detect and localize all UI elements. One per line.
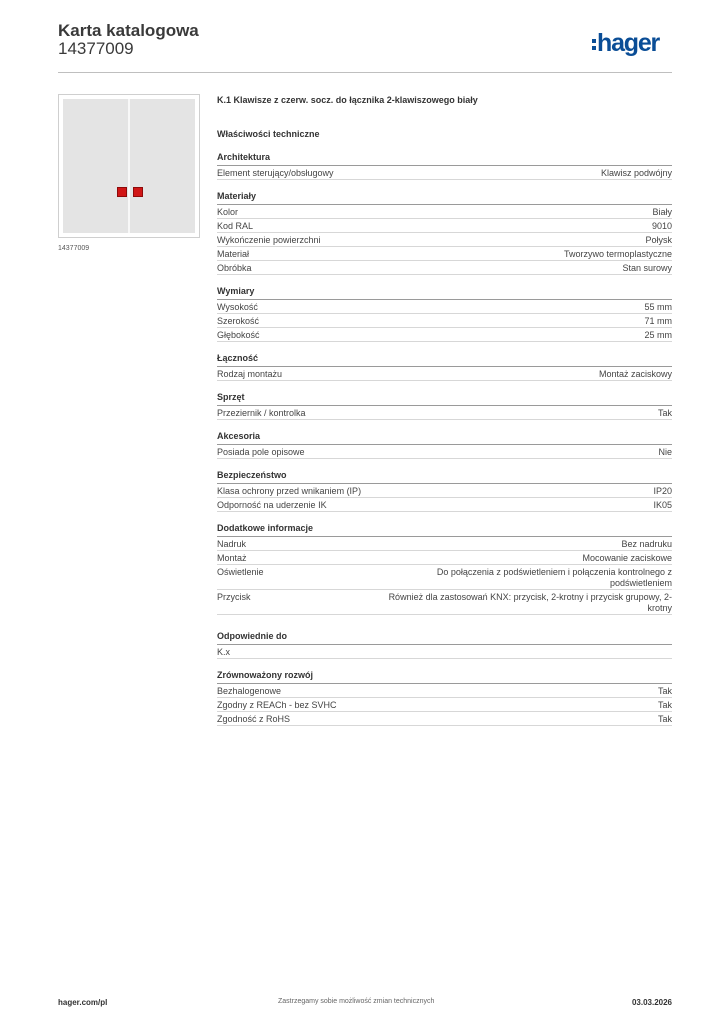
logo-text: hager [597,29,660,57]
product-name: K.1 Klawisze z czerw. socz. do łącznika 2-klawiszowego biały [217,95,478,105]
spec-row [217,166,672,180]
spec-row [217,367,672,381]
spec-value: 25 mm [644,330,672,340]
spec-value: IK05 [653,500,672,510]
spec-section [217,431,672,459]
spec-value: Tak [657,408,672,418]
spec-row [217,537,672,551]
spec-value: Stan surowy [622,263,672,273]
footer-date: 03.03.2026 [631,998,672,1007]
spec-sections [217,152,672,726]
spec-label: Przycisk [217,592,251,602]
spec-label: Posiada pole opisowe [217,447,305,457]
section-title: Architektura [217,152,672,166]
spec-row [217,328,672,342]
spec-row [217,247,672,261]
section-title: Odpowiednie do [217,631,672,645]
spec-section [217,286,672,342]
spec-label: Głębokość [217,330,260,340]
product-image-frame [58,94,200,238]
section-title: Materiały [217,191,672,205]
spec-row [217,565,672,590]
spec-sheet [217,95,672,737]
spec-value: Mocowanie zaciskowe [582,553,672,563]
logo-dots-icon [592,39,596,50]
spec-label: Zgodny z REACh - bez SVHC [217,700,337,710]
spec-label: Materiał [217,249,250,259]
spec-value: Bez nadruku [621,539,672,549]
header-divider [58,72,672,73]
hager-logo [592,28,659,58]
page-title: Karta katalogowa [58,21,199,40]
spec-section [217,670,672,726]
spec-row [217,484,672,498]
left-led-indicator [117,187,127,197]
spec-value: Biały [652,207,672,217]
spec-value: Również dla zastosowań KNX: przycisk, 2-krotny i przycisk grupowy, 2-krotny [388,592,672,613]
spec-value: Tak [657,686,672,696]
right-led-indicator [133,187,143,197]
properties-heading: Właściwości techniczne [217,129,320,139]
footer-website: hager.com/pl [58,998,108,1007]
spec-label: Przeziernik / kontrolka [217,408,306,418]
spec-label: Oświetlenie [217,567,264,577]
spec-value: Tworzywo termoplastyczne [563,249,672,259]
section-title: Łączność [217,353,672,367]
spec-label: K.x [217,647,231,657]
spec-label: Kolor [217,207,239,217]
spec-row [217,445,672,459]
product-image [63,99,195,233]
spec-label: Nadruk [217,539,247,549]
spec-label: Montaż [217,553,247,563]
spec-value: IP20 [653,486,672,496]
spec-value: Klawisz podwójny [600,168,672,178]
spec-label: Obróbka [217,263,252,273]
spec-value: Tak [657,714,672,724]
left-rocker [63,99,128,233]
spec-label: Szerokość [217,316,260,326]
spec-label: Rodzaj montażu [217,369,283,379]
section-title: Sprzęt [217,392,672,406]
spec-label: Odporność na uderzenie IK [217,500,327,510]
spec-row [217,684,672,698]
spec-value: 55 mm [644,302,672,312]
spec-value: 9010 [651,221,672,231]
spec-value: Połysk [645,235,672,245]
image-caption: 14377009 [58,245,90,252]
spec-row [217,219,672,233]
spec-label: Element sterujący/obsługowy [217,168,334,178]
section-title: Dodatkowe informacje [217,523,672,537]
spec-row [217,712,672,726]
spec-value: Nie [658,447,672,457]
spec-label: Kod RAL [217,221,254,231]
spec-row [217,205,672,219]
spec-section [217,353,672,381]
spec-value: Tak [657,700,672,710]
spec-row [217,590,672,615]
spec-row [217,261,672,275]
spec-row [217,698,672,712]
spec-row [217,406,672,420]
section-title: Akcesoria [217,431,672,445]
spec-section [217,470,672,512]
spec-value: Do połączenia z podświetleniem i połączenia kontrolnego z podświetleniem [436,567,672,588]
spec-label: Bezhalogenowe [217,686,282,696]
spec-section [217,523,672,615]
footer-disclaimer: Zastrzegamy sobie możliwość zmian technicznych [278,998,435,1005]
spec-section [217,191,672,275]
spec-label: Wykończenie powierzchni [217,235,321,245]
article-number: 14377009 [58,39,134,58]
spec-row [217,314,672,328]
spec-value: 71 mm [644,316,672,326]
right-rocker [130,99,195,233]
spec-row [217,498,672,512]
spec-row [217,300,672,314]
spec-label: Klasa ochrony przed wnikaniem (IP) [217,486,362,496]
spec-value: Montaż zaciskowy [598,369,672,379]
spec-section [217,152,672,180]
section-title: Zrównoważony rozwój [217,670,672,684]
spec-section [217,392,672,420]
spec-section [217,631,672,659]
spec-label: Wysokość [217,302,258,312]
spec-row [217,645,672,659]
section-title: Wymiary [217,286,672,300]
section-title: Bezpieczeństwo [217,470,672,484]
spec-row [217,233,672,247]
spec-row [217,551,672,565]
spec-label: Zgodność z RoHS [217,714,291,724]
